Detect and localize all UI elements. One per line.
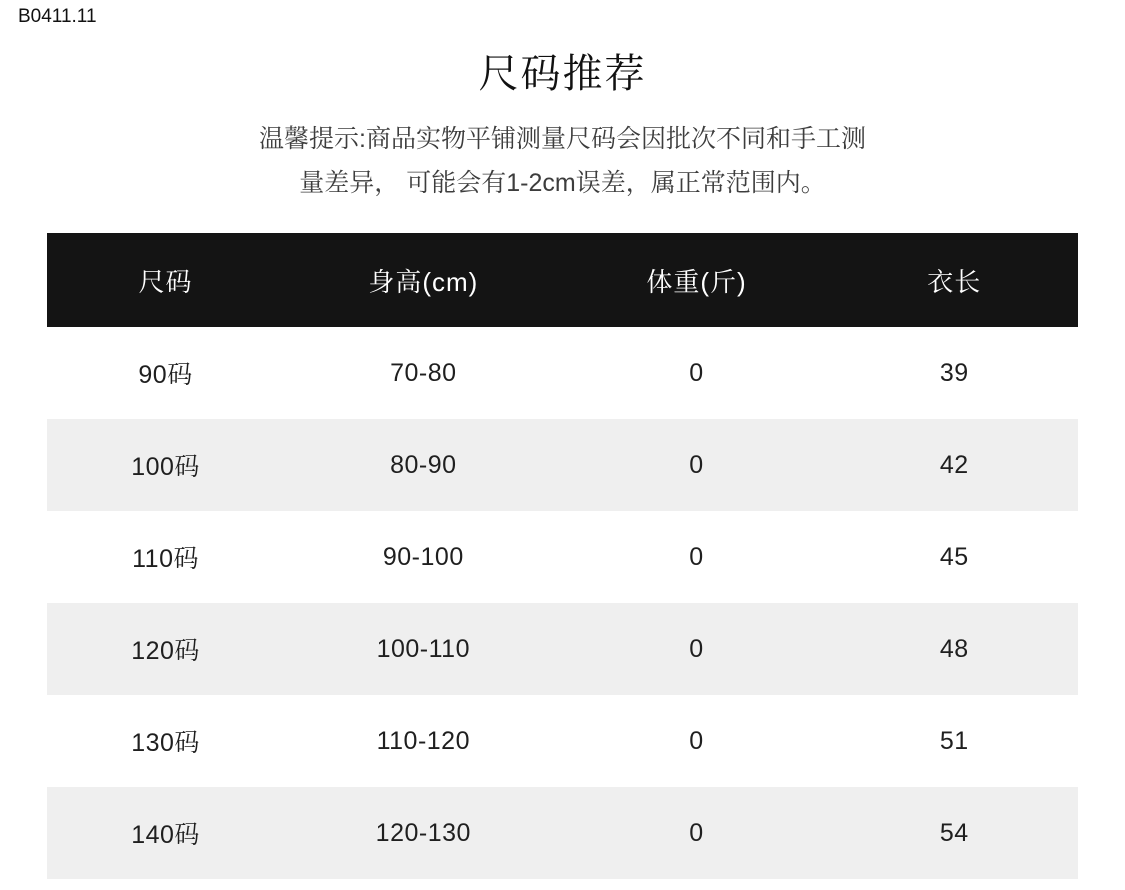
cell-height: 110-120 [284,695,562,787]
cell-size: 120码 [47,603,284,695]
table-row [47,511,1078,603]
cell-length: 48 [831,603,1078,695]
table-row [47,787,1078,879]
table-row [47,695,1078,787]
table-row [47,603,1078,695]
table-row [47,419,1078,511]
cell-length: 51 [831,695,1078,787]
cell-length: 39 [831,327,1078,419]
table-row [47,327,1078,419]
cell-weight: 0 [562,603,830,695]
cell-size: 90码 [47,327,284,419]
cell-length: 45 [831,511,1078,603]
size-notice-line-2: 量差异， 可能会有1-2cm误差，属正常范围内。 [299,169,826,197]
cell-weight: 0 [562,511,830,603]
size-chart-table [47,233,1078,879]
cell-weight: 0 [562,327,830,419]
column-header-height: 身高(cm) [284,233,562,327]
size-notice [143,117,983,205]
column-header-length: 衣长 [831,233,1078,327]
sku-code: B0411.11 [18,6,97,27]
cell-length: 54 [831,787,1078,879]
cell-height: 120-130 [284,787,562,879]
table-body [47,327,1078,879]
column-header-weight: 体重(斤) [562,233,830,327]
table-header-row [47,233,1078,327]
cell-length: 42 [831,419,1078,511]
cell-size: 130码 [47,695,284,787]
cell-height: 90-100 [284,511,562,603]
cell-height: 80-90 [284,419,562,511]
page-title: 尺码推荐 [478,52,647,96]
cell-weight: 0 [562,787,830,879]
cell-weight: 0 [562,419,830,511]
column-header-size: 尺码 [47,233,284,327]
cell-size: 100码 [47,419,284,511]
size-notice-line-1: 温馨提示:商品实物平铺测量尺码会因批次不同和手工测 [259,125,866,153]
cell-height: 100-110 [284,603,562,695]
cell-size: 110码 [47,511,284,603]
table-header [47,233,1078,327]
cell-size: 140码 [47,787,284,879]
cell-weight: 0 [562,695,830,787]
cell-height: 70-80 [284,327,562,419]
